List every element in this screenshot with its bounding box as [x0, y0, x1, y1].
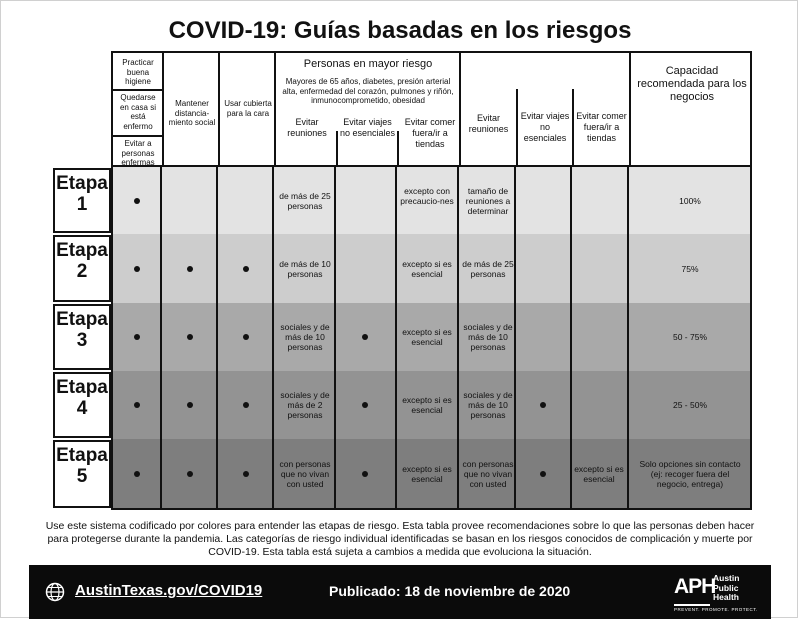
stage-number: 4	[76, 398, 88, 419]
footnote: Use este sistema codificado por colores para entender las etapas de riesgo. Esta tabla provee recomendaciones sobre lo que las personas deben hacer para protegerse durante la pandemia. Las categorías de riesgo individual identificadas se basan en los riesgos conocidos de complicación y muerte por COVID-19. Esta tabla está sujeta a cambios a medida que evoluciona la situación.	[45, 520, 755, 558]
cell-hr-gatherings: con personas que no vivan con usted	[279, 459, 331, 489]
cell-gen-gatherings: tamaño de reuniones a determinar	[465, 185, 511, 216]
cell-hr-gatherings: de más de 25 personas	[279, 190, 331, 211]
cell-gen-gatherings: con personas que no vivan con usted	[462, 459, 514, 489]
bullet-dot-face-cover	[243, 334, 249, 340]
bullet-dot-hygiene	[134, 198, 140, 204]
col-divider	[572, 89, 574, 165]
bullet-dot-hygiene	[134, 334, 140, 340]
col-divider	[629, 53, 631, 165]
cell-hr-gatherings: sociales y de más de 2 personas	[280, 390, 330, 420]
stage-label-box	[53, 372, 111, 438]
cell-capacity: 75%	[681, 263, 699, 274]
table-header	[111, 51, 752, 167]
bullet-dot-face-cover	[243, 402, 249, 408]
aph-org-name	[713, 574, 739, 603]
cell-hr-dining: excepto con precaucio-nes	[400, 185, 454, 206]
cell-gen-gatherings: de más de 25 personas	[462, 258, 514, 279]
stage-label-box	[53, 304, 111, 370]
bullet-dot-distancing	[187, 334, 193, 340]
bullet-dot-face-cover	[243, 471, 249, 477]
bullet-dot-hygiene	[134, 471, 140, 477]
cell-hr-gatherings: de más de 10 personas	[279, 258, 331, 279]
bullet-dot-hr-travel	[362, 334, 368, 340]
stage-label: Etapa	[56, 309, 108, 330]
stage-label: Etapa	[56, 445, 108, 466]
grid-line	[514, 167, 516, 509]
page-title: COVID-19: Guías basadas en los riesgos	[168, 17, 632, 44]
grid-line	[750, 167, 752, 509]
header-hr-travel: Evitar viajes no esenciales	[339, 117, 396, 138]
stage-label: Etapa	[56, 240, 108, 261]
header-stay-home: Quedarse en casa si está enfermo	[119, 93, 157, 131]
header-hr-dining: Evitar comer fuera/ir a tiendas	[404, 117, 456, 149]
stage-number: 3	[76, 330, 88, 351]
cell-hr-dining: excepto si es esencial	[402, 464, 452, 484]
header-hr-gatherings: Evitar reuniones	[287, 117, 327, 138]
col-divider	[218, 53, 220, 165]
header-gen-gatherings: Evitar reuniones	[468, 113, 509, 134]
bullet-dot-hr-travel	[362, 402, 368, 408]
aph-tagline: PREVENT. PROMOTE. PROTECT.	[674, 607, 758, 612]
cell-gen-gatherings: sociales y de más de 10 personas	[463, 390, 513, 420]
grid-line	[457, 167, 459, 509]
org-line: Health	[713, 592, 739, 602]
footer-bar	[29, 565, 771, 619]
bullet-dot-distancing	[187, 266, 193, 272]
header-hygiene: Practicar buena higiene	[122, 58, 154, 86]
cell-capacity: 25 - 50%	[672, 400, 708, 410]
stage-label-box	[53, 440, 111, 508]
grid-line	[111, 167, 113, 509]
cell-capacity: Solo opciones sin contacto (ej: recoger fuera del negocio, entrega)	[639, 459, 741, 489]
stage-number: 1	[76, 194, 88, 215]
stage-number: 2	[76, 261, 88, 282]
bullet-dot-gen-travel	[540, 471, 546, 477]
bullet-dot-hr-travel	[362, 471, 368, 477]
col-divider	[274, 53, 276, 165]
col-divider	[162, 53, 164, 165]
aph-logo: APH	[674, 574, 710, 606]
bullet-dot-hygiene	[134, 266, 140, 272]
grid-line	[334, 167, 336, 509]
grid-bottom	[111, 508, 752, 510]
cell-gen-gatherings: sociales y de más de 10 personas	[463, 322, 513, 352]
header-gen-dining: Evitar comer fuera/ir a tiendas	[576, 111, 627, 143]
org-line: Public	[713, 582, 739, 593]
grid-line	[395, 167, 397, 509]
cell-capacity: 50 - 75%	[672, 332, 708, 342]
bullet-dot-hygiene	[134, 402, 140, 408]
grid-line	[272, 167, 274, 509]
stage-label-box	[53, 235, 111, 302]
bullet-dot-distancing	[187, 471, 193, 477]
grid-line	[216, 167, 218, 509]
bullet-dot-gen-travel	[540, 402, 546, 408]
header-high-risk-title: Personas en mayor riesgo	[303, 58, 433, 70]
cell-hr-dining: excepto si es esencial	[402, 395, 452, 415]
col-divider	[459, 53, 461, 165]
col-divider	[336, 131, 338, 165]
stage-label: Etapa	[56, 173, 108, 194]
cell-hr-dining: excepto si es esencial	[402, 327, 452, 347]
row-divider	[113, 135, 162, 137]
header-distancing: Mantener distancia-miento social	[168, 99, 216, 127]
stage-label-box	[53, 168, 111, 233]
website-link[interactable]: AustinTexas.gov/COVID19	[75, 582, 263, 599]
bullet-dot-face-cover	[243, 266, 249, 272]
col-divider	[516, 89, 518, 165]
published-date: Publicado: 18 de noviembre de 2020	[329, 583, 571, 599]
grid-line	[627, 167, 629, 509]
header-high-risk-desc: Mayores de 65 años, diabetes, presión arterial alta, enfermedad del corazón, pulmones y riñón, inmunocomprometido, obesidad	[282, 77, 454, 105]
header-avoid-sick: Evitar a personas enfermas	[121, 139, 155, 167]
cell-capacity: 100%	[679, 195, 701, 206]
cell-hr-gatherings: sociales y de más de 10 personas	[280, 322, 330, 352]
col-divider	[397, 131, 399, 165]
grid-line	[570, 167, 572, 509]
cell-gen-dining: excepto si es esencial	[574, 464, 624, 484]
header-capacity: Capacidad recomendada para los negocios	[637, 65, 747, 103]
bullet-dot-distancing	[187, 402, 193, 408]
cell-hr-dining: excepto si es esencial	[402, 258, 452, 279]
header-face-cover: Usar cubierta para la cara	[224, 99, 272, 118]
stage-label: Etapa	[56, 377, 108, 398]
globe-icon	[45, 582, 65, 602]
header-gen-travel: Evitar viajes no esenciales	[520, 111, 570, 143]
org-line: Austin	[713, 573, 740, 583]
row-divider	[113, 89, 162, 91]
stage-number: 5	[76, 466, 88, 487]
grid-line	[160, 167, 162, 509]
